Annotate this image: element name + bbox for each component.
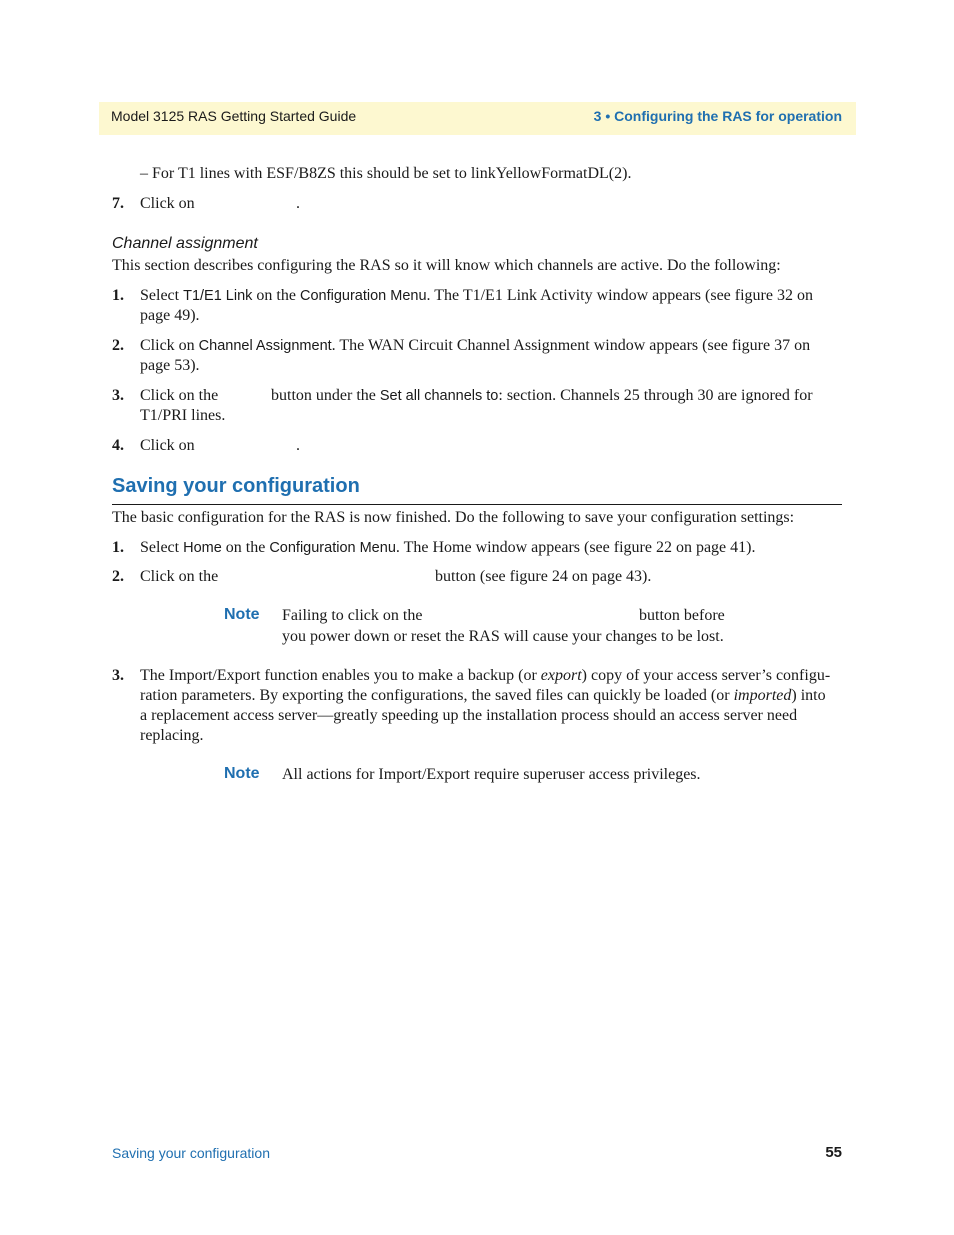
step-text: button (see figure 24 on page 43). bbox=[435, 568, 652, 585]
step-number: 7. bbox=[112, 195, 124, 212]
header-chapter-title: 3 • Configuring the RAS for operation bbox=[593, 108, 842, 124]
ui-label-configuration-menu: Configuration Menu bbox=[299, 288, 427, 304]
step-end: . bbox=[296, 437, 300, 454]
step-text: Select Home on the Configuration Menu. The Home window appears (see figure 22 on page 41). bbox=[140, 539, 756, 556]
step-text: Click on bbox=[140, 437, 195, 454]
step-text: ration parameters. By exporting the configurations, the saved files can quickly be loaded (or imported) into bbox=[140, 687, 826, 704]
footer-section-name: Saving your configuration bbox=[112, 1145, 270, 1161]
ui-label-configuration-menu: Configuration Menu bbox=[269, 540, 396, 556]
note-text-continued: you power down or reset the RAS will cause your changes to be lost. bbox=[282, 628, 724, 645]
note-text: Failing to click on the bbox=[282, 607, 423, 624]
section-rule bbox=[112, 504, 842, 505]
step-number: 1. bbox=[112, 539, 124, 556]
step-text: replacing. bbox=[140, 727, 204, 744]
note-label: Note bbox=[224, 765, 260, 782]
step-text: Click on the bbox=[140, 568, 219, 585]
note-text: All actions for Import/Export require superuser access privileges. bbox=[282, 766, 701, 783]
step-text: Click on the bbox=[140, 387, 219, 404]
step-end: . bbox=[296, 195, 300, 212]
page-number: 55 bbox=[825, 1144, 842, 1161]
step-text: button under the Set all channels to: section. Channels 25 through 30 are ignored for bbox=[271, 387, 813, 404]
ui-label-channel-assignment: Channel Assignment bbox=[198, 338, 332, 354]
ui-label-set-all-channels: Set all channels to bbox=[379, 388, 499, 404]
section-title: Saving your configuration bbox=[112, 475, 360, 497]
dash-item: – For T1 lines with ESF/B8ZS this should be set to linkYellowFormatDL(2). bbox=[140, 165, 632, 182]
step-text: Select T1/E1 Link on the Configuration Menu. The T1/E1 Link Activity window appears (see figure 32 on bbox=[140, 287, 813, 304]
step-text: Click on Channel Assignment. The WAN Circuit Channel Assignment window appears (see figure 37 on bbox=[140, 337, 811, 354]
step-text-continued: page 53). bbox=[140, 357, 200, 374]
step-number: 4. bbox=[112, 437, 124, 454]
step-number: 3. bbox=[112, 667, 124, 684]
header-guide-title: Model 3125 RAS Getting Started Guide bbox=[111, 108, 357, 124]
step-text: The Import/Export function enables you to make a backup (or export) copy of your access server’s configu- bbox=[140, 667, 831, 684]
ui-label-home: Home bbox=[183, 540, 222, 556]
saving-description: The basic configuration for the RAS is now finished. Do the following to save your configuration settings: bbox=[112, 509, 795, 526]
running-header bbox=[99, 102, 856, 135]
step-text: Click on bbox=[140, 195, 195, 212]
channel-assignment-heading: Channel assignment bbox=[112, 235, 258, 252]
step-number: 2. bbox=[112, 568, 124, 585]
ui-label-t1e1-link: T1/E1 Link bbox=[183, 288, 253, 304]
note-label: Note bbox=[224, 606, 260, 623]
channel-assignment-description: This section describes configuring the RAS so it will know which channels are active. Do the following: bbox=[112, 257, 781, 274]
step-text-continued: T1/PRI lines. bbox=[140, 407, 226, 424]
step-number: 3. bbox=[112, 387, 124, 404]
step-text-continued: page 49). bbox=[140, 307, 200, 324]
step-text: a replacement access server—greatly speeding up the installation process should an access server need bbox=[140, 707, 798, 724]
step-number: 2. bbox=[112, 337, 124, 354]
note-text: button before bbox=[639, 607, 725, 624]
step-number: 1. bbox=[112, 287, 124, 304]
